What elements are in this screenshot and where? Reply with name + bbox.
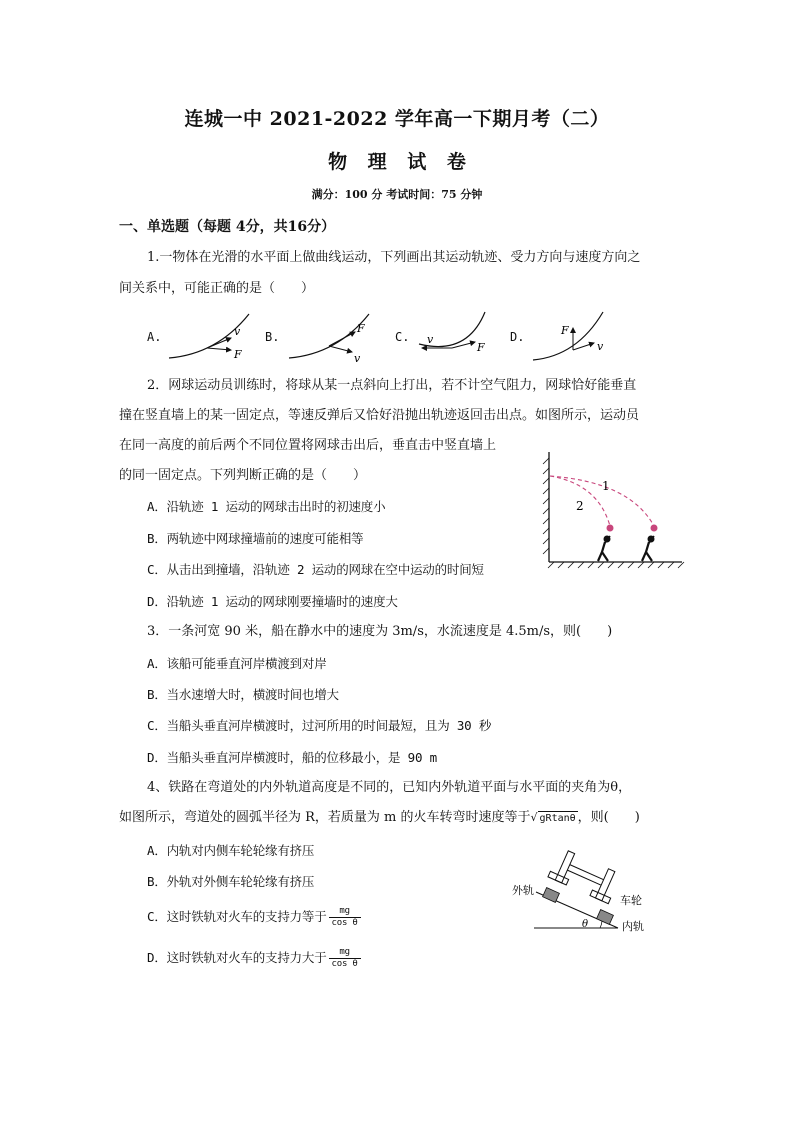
- q2-stem-line4: 的同一固定点。下列判断正确的是（ ）: [119, 468, 367, 483]
- q1-diagram-c: [419, 312, 485, 354]
- q2-label-1: 1: [602, 479, 610, 493]
- q2-option-d: D．沿轨迹 1 运动的网球刚要撞墙时的速度大: [147, 594, 398, 609]
- q1-option-b-label: B.: [265, 330, 280, 344]
- q1-d-v-label: v: [597, 340, 604, 353]
- q1-c-f-label: F: [477, 341, 485, 354]
- q1-stem-line2: 间关系中，可能正确的是（ ）: [119, 281, 315, 296]
- q1-b-f-label: F: [357, 322, 365, 335]
- q4-stem-line2: 如图所示，弯道处的圆弧半径为 R，若质量为 m 的火车转弯时速度等于√ gRtanθ ，则( ): [119, 810, 640, 825]
- q1-diagrams: [147, 310, 687, 368]
- q1-option-d-label: D.: [510, 330, 525, 344]
- q4-option-b: B．外轨对外侧车轮轮缘有挤压: [147, 874, 315, 889]
- q1-a-f-label: F: [234, 348, 242, 361]
- q2-stem-line2: 撞在竖直墙上的某一固定点，等速反弹后又恰好沿抛出轨迹返回击出点。如图所示，运动员: [119, 408, 640, 423]
- q1-c-v-label: v: [427, 333, 434, 346]
- q4-option-c-denominator: cos θ: [331, 918, 358, 928]
- q4-sqrt-expression: gRtanθ: [539, 813, 576, 824]
- q2-option-c: C．从击出到撞墙，沿轨迹 2 运动的网球在空中运动的时间短: [147, 562, 484, 577]
- q2-label-2: 2: [576, 499, 584, 513]
- q2-player-2: [598, 536, 610, 561]
- q4-option-c: [147, 906, 361, 929]
- q2-option-b: B．两轨迹中网球撞墙前的速度可能相等: [147, 531, 364, 546]
- q3-option-c: C．当船头垂直河岸横渡时，过河所用的时间最短，且为 30 秒: [147, 718, 492, 733]
- q4-option-d: [147, 947, 361, 970]
- q1-b-v-label: v: [354, 352, 361, 365]
- q4-option-d-fraction: [329, 947, 361, 970]
- q1-stem-line1: 1.一物体在光滑的水平面上做曲线运动，下列画出其运动轨迹、受力方向与速度方向之: [147, 250, 641, 265]
- q2-ball-2: [607, 525, 614, 532]
- exam-info: 满分：100 分 考试时间：75 分钟: [311, 188, 483, 201]
- q4-option-d-denominator: cos θ: [331, 959, 358, 969]
- q4-option-d-text: D．这时铁轨对火车的支持力大于: [147, 950, 327, 965]
- section-heading-single-choice: 一、单选题（每题 4分，共16分）: [119, 219, 336, 235]
- q1-a-v-label: v: [234, 325, 241, 338]
- q1-option-a-label: A.: [147, 330, 162, 344]
- q4-option-c-text: C．这时铁轨对火车的支持力等于: [147, 909, 327, 924]
- q1-options-figures: [147, 310, 687, 368]
- q2-option-a: A．沿轨迹 1 运动的网球击出时的初速度小: [147, 499, 386, 514]
- q1-option-c-label: C.: [395, 330, 410, 344]
- q3-option-d: D．当船头垂直河岸横渡时，船的位移最小，是 90 m: [147, 750, 437, 765]
- q2-stem-line1: 2．网球运动员训练时，将球从某一点斜向上打出，若不计空气阻力，网球恰好能垂直: [147, 378, 637, 393]
- q4-option-c-fraction: [329, 906, 361, 929]
- q2-stem-line3: 在同一高度的前后两个不同位置将网球击出后，垂直击中竖直墙上: [119, 438, 497, 453]
- q3-option-b: B．当水速增大时，横渡时间也增大: [147, 687, 339, 702]
- q4-option-a: A．内轨对内侧车轮轮缘有挤压: [147, 843, 315, 858]
- q3-option-a: A．该船可能垂直河岸横渡到对岸: [147, 656, 327, 671]
- q4-option-d-numerator: mg: [329, 947, 361, 959]
- page-subtitle: 物 理 试 卷: [328, 151, 466, 173]
- q4-stem-line2-pre: 如图所示，弯道处的圆弧半径为 R，若质量为 m 的火车转弯时速度等于: [119, 810, 531, 825]
- q1-d-f-label: F: [561, 324, 569, 337]
- q4-stem-line1: 4、铁路在弯道处的内外轨道高度是不同的，已知内外轨道平面与水平面的夹角为θ，: [147, 780, 632, 795]
- page-title: 连城一中 2021-2022 学年高一下期月考（二）: [184, 108, 610, 130]
- q4-wheel-label: 车轮: [620, 894, 642, 907]
- q4-stem-line2-post: ，则( ): [577, 810, 640, 825]
- q4-theta-label: θ: [582, 919, 589, 930]
- q4-figure-railway: [508, 848, 658, 934]
- q4-inner-rail-label: 内轨: [622, 920, 644, 933]
- q1-diagram-d: [533, 312, 604, 360]
- q4-outer-rail-label: 外轨: [512, 884, 534, 897]
- q3-stem: 3．一条河宽 90 米，船在静水中的速度为 3m/s，水流速度是 4.5m/s，则( ): [147, 624, 613, 639]
- q4-option-c-numerator: mg: [329, 906, 361, 918]
- q2-player-1: [642, 536, 654, 561]
- q1-diagram-a: [169, 314, 249, 361]
- q2-figure-tennis: [540, 448, 686, 570]
- q2-ball-1: [651, 525, 658, 532]
- q1-diagram-b: [289, 314, 369, 365]
